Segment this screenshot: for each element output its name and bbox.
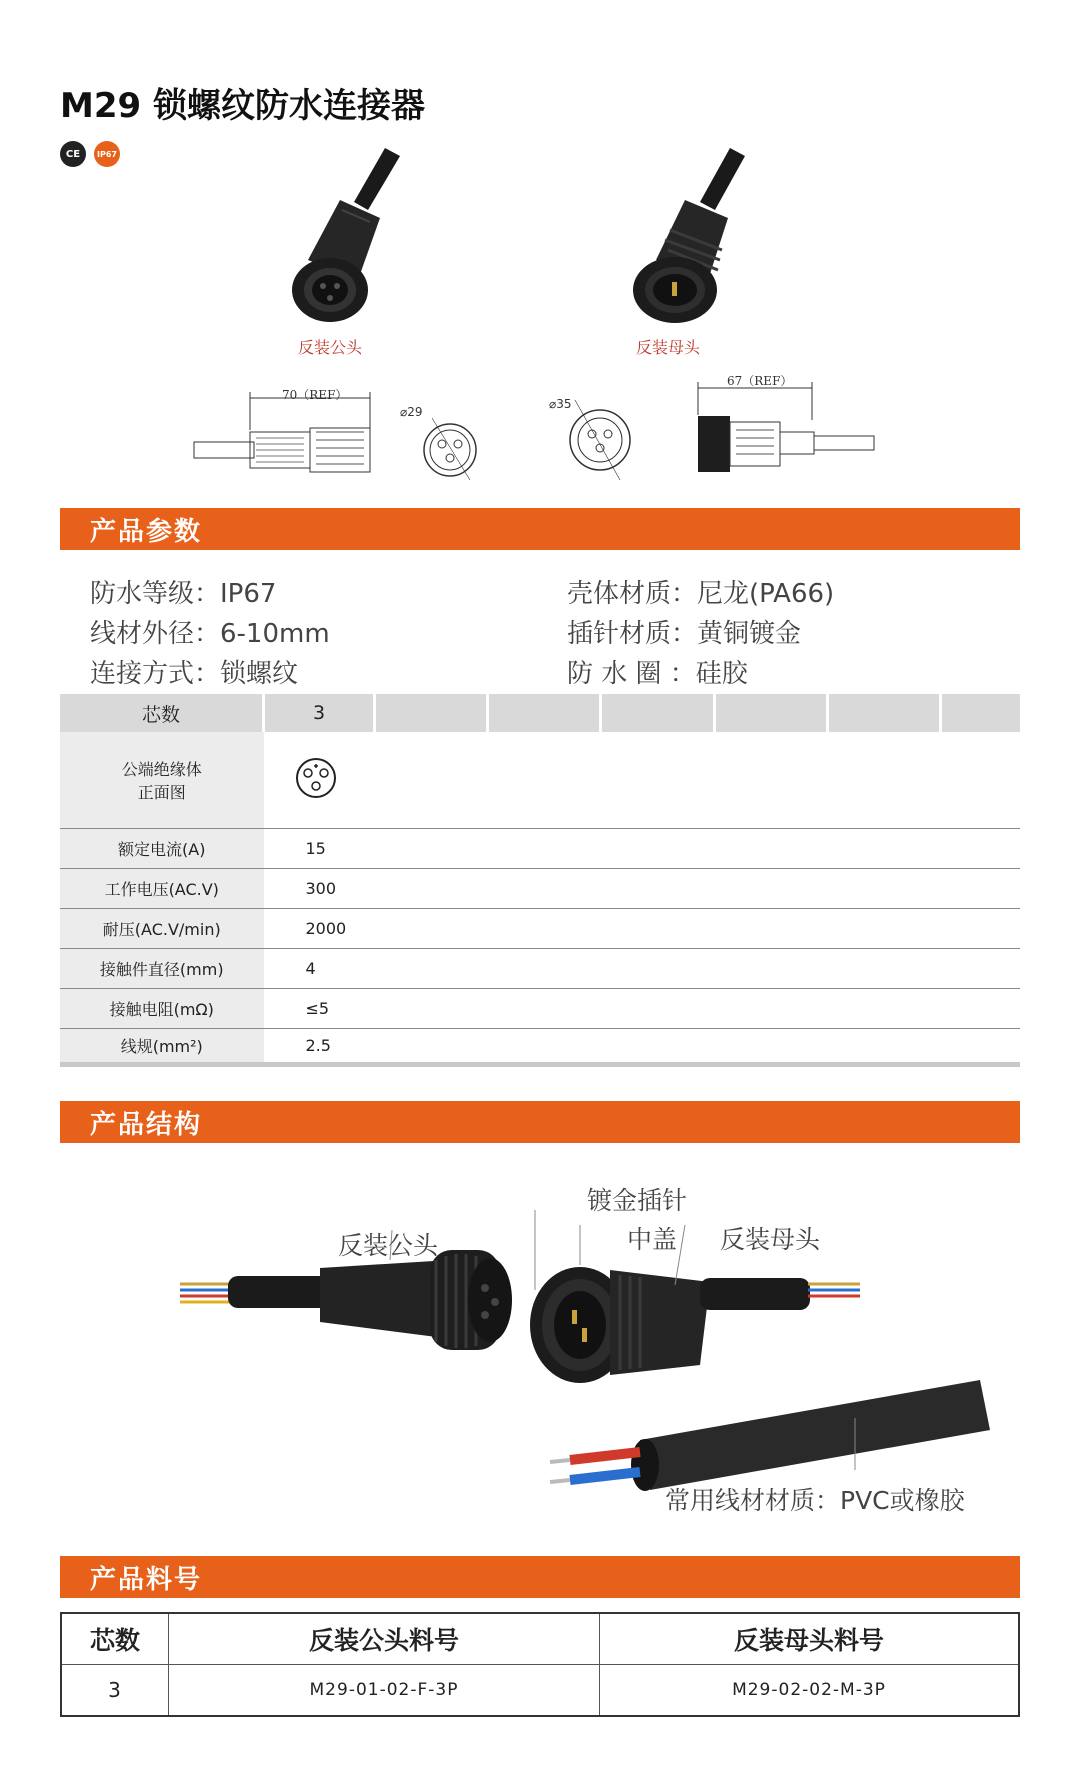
male-connector-image — [280, 140, 420, 330]
table-row — [60, 868, 1020, 908]
male-length-dimension: 70（REF） — [282, 388, 348, 402]
working-voltage-label: 工作电压(AC.V) — [60, 868, 264, 908]
table-row — [60, 828, 1020, 868]
female-connector-image — [620, 140, 760, 330]
structure-gold-pin-label: 镀金插针 — [587, 1186, 688, 1215]
insulator-front-view-label — [60, 732, 264, 828]
param-cable-diameter: 线材外径：6-10mm — [90, 619, 330, 649]
empty-header-cell — [601, 694, 714, 732]
param-seal-material: 防 水 圈 ：硅胶 — [567, 659, 748, 689]
params-section-header: 产品参数 — [60, 508, 1020, 550]
core-count-header: 芯数 — [60, 694, 264, 732]
params-left-column — [90, 574, 330, 694]
male-diameter-dimension: ⌀29 — [400, 405, 423, 419]
empty-header-cell — [714, 694, 827, 732]
structure-section-header: 产品结构 — [60, 1101, 1020, 1143]
parts-section-header: 产品料号 — [60, 1556, 1020, 1598]
withstand-voltage-label: 耐压(AC.V/min) — [60, 908, 264, 948]
insulator-front-view — [264, 732, 1021, 828]
structure-male-label: 反装公头 — [338, 1231, 439, 1260]
wire-gauge-value: 2.5 — [264, 1028, 1021, 1064]
structure-middle-cap-label: 中盖 — [627, 1225, 678, 1254]
female-image-label: 反装母头 — [636, 338, 701, 357]
ip67-badge: IP67 — [94, 141, 120, 167]
empty-header-cell — [488, 694, 601, 732]
withstand-voltage-value: 2000 — [264, 908, 1021, 948]
table-row — [61, 1665, 1019, 1717]
table-row — [60, 948, 1020, 988]
table-row — [60, 732, 1020, 828]
certification-badges — [60, 141, 120, 167]
structure-female-label: 反装母头 — [720, 1225, 821, 1254]
param-housing-material: 壳体材质：尼龙(PA66) — [567, 579, 835, 609]
empty-header-cell — [827, 694, 940, 732]
empty-header-cell — [375, 694, 488, 732]
contact-diameter-label: 接触件直径(mm) — [60, 948, 264, 988]
contact-resistance-value: ≤5 — [264, 988, 1021, 1028]
rated-current-label: 额定电流(A) — [60, 828, 264, 868]
insulator-pin-layout-icon — [294, 756, 338, 800]
female-diameter-dimension: ⌀35 — [549, 397, 572, 411]
rated-current-value: 15 — [264, 828, 1021, 868]
param-waterproof-rating: 防水等级：IP67 — [90, 579, 277, 609]
male-image-label: 反装公头 — [298, 338, 363, 357]
parts-header-female-part: 反装母头料号 — [600, 1613, 1020, 1665]
table-row — [60, 988, 1020, 1028]
table-row — [60, 1028, 1020, 1064]
structure-cable-material-label: 常用线材材质：PVC或橡胶 — [665, 1486, 965, 1515]
female-length-dimension: 67（REF） — [727, 374, 793, 388]
table-row — [60, 908, 1020, 948]
empty-header-cell — [941, 694, 1020, 732]
insulator-label-line1: 公端绝缘体 — [121, 759, 202, 779]
page-title: M29 锁螺纹防水连接器 — [60, 86, 425, 126]
contact-diameter-value: 4 — [264, 948, 1021, 988]
spec-table-header — [60, 694, 1020, 732]
male-part-number: M29-01-02-F-3P — [169, 1665, 600, 1717]
parts-table — [60, 1612, 1020, 1717]
female-technical-drawing — [550, 370, 890, 480]
param-connection-method: 连接方式：锁螺纹 — [90, 659, 299, 689]
params-right-column — [567, 574, 834, 694]
wire-gauge-label: 线规(mm²) — [60, 1028, 264, 1064]
insulator-label-line2: 正面图 — [137, 782, 186, 802]
core-count-value: 3 — [264, 694, 375, 732]
spec-table — [60, 694, 1020, 1067]
contact-resistance-label: 接触电阻(mΩ) — [60, 988, 264, 1028]
working-voltage-value: 300 — [264, 868, 1021, 908]
parts-table-header — [61, 1613, 1019, 1665]
parts-core-count-value: 3 — [61, 1665, 169, 1717]
female-part-number: M29-02-02-M-3P — [600, 1665, 1020, 1717]
param-pin-material: 插针材质：黄铜镀金 — [567, 619, 802, 649]
parts-header-male-part: 反装公头料号 — [169, 1613, 600, 1665]
parts-header-core-count: 芯数 — [61, 1613, 169, 1665]
ce-badge: CE — [60, 141, 86, 167]
